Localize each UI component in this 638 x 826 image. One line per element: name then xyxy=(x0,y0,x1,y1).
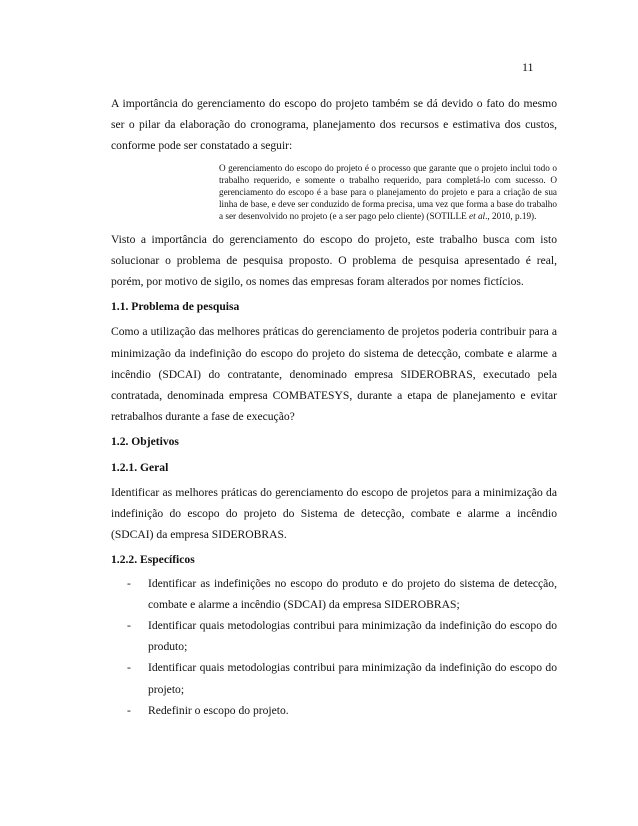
list-item-text: Identificar quais metodologias contribui para minimização da indefinição do escopo do projeto; xyxy=(148,661,557,696)
heading-especificos: 1.2.2. Específicos xyxy=(111,553,195,567)
bullet-dash: - xyxy=(127,619,131,633)
intro-paragraph: A importância do gerenciamento do escopo do projeto também se dá devido o fato do mesmo ser o pilar da elaboração do cronograma, planejamento dos recursos e estimativa dos custos, conforme pode ser constatado a seguir: xyxy=(111,97,557,153)
specifics-list xyxy=(111,573,557,721)
geral-paragraph: Identificar as melhores práticas do gerenciamento do escopo de projetos para a minimização da indefinição do escopo do projeto do Sistema de detecção, combate e alarme a incêndio (SDCAI) da empresa SIDEROBRAS. xyxy=(111,485,557,542)
list-item-text: Identificar quais metodologias contribui para minimização da indefinição do escopo do produto; xyxy=(148,619,557,654)
list-item-text: Redefinir o escopo do projeto. xyxy=(148,703,289,717)
heading-geral: 1.2.1. Geral xyxy=(111,460,169,474)
problema-paragraph: Como a utilização das melhores práticas do gerenciamento de projetos poderia contribuir para a minimização da indefinição do escopo do projeto do sistema de detecção, combate e alarme a incêndio (SDCAI) do contratante, denominado empresa SIDEROBRAS, executado pela contratada, denominada empresa COMBATESYS, durante a etapa de planejamento e evitar retrabalhos durante a fase de execução? xyxy=(111,325,557,424)
list-item xyxy=(111,615,557,657)
page-body xyxy=(111,93,557,721)
list-item-text: Identificar as indefinições no escopo do produto e do projeto do sistema de detecção, combate e alarme a incêndio (SDCAI) da empresa SIDEROBRAS; xyxy=(148,576,557,611)
after-quote-paragraph: Visto a importância do gerenciamento do escopo do projeto, este trabalho busca com isto solucionar o problema de pesquisa proposto. O problema de pesquisa apresentado é real, porém, por motivo de sigilo, os nomes das empresas foram alterados por nomes fictícios. xyxy=(111,232,557,289)
bullet-dash: - xyxy=(127,576,131,590)
quote-et-al: et al xyxy=(469,211,486,222)
bullet-dash: - xyxy=(127,661,131,675)
heading-problema-de-pesquisa: 1.1. Problema de pesquisa xyxy=(111,300,240,314)
list-item xyxy=(111,657,557,699)
heading-objetivos: 1.2. Objetivos xyxy=(111,435,179,449)
block-quote xyxy=(219,162,557,223)
list-item xyxy=(111,700,557,721)
bullet-dash: - xyxy=(127,703,131,717)
list-item xyxy=(111,573,557,615)
quote-citation: ., 2010, p.19). xyxy=(485,211,537,222)
page-number: 11 xyxy=(522,60,534,74)
quote-text: O gerenciamento do escopo do projeto é o processo que garante que o projeto inclui todo o trabalho requerido, e somente o trabalho requerido, para completá-lo com sucesso. O gerenciamento do escopo é a base para o planejamento do projeto e para a criação de sua linha de base, e deve ser conduzido de forma precisa, uma vez que forma a base do trabalho a ser desenvolvido no projeto (e a ser pago pelo cliente) (SOTILLE xyxy=(219,162,557,222)
